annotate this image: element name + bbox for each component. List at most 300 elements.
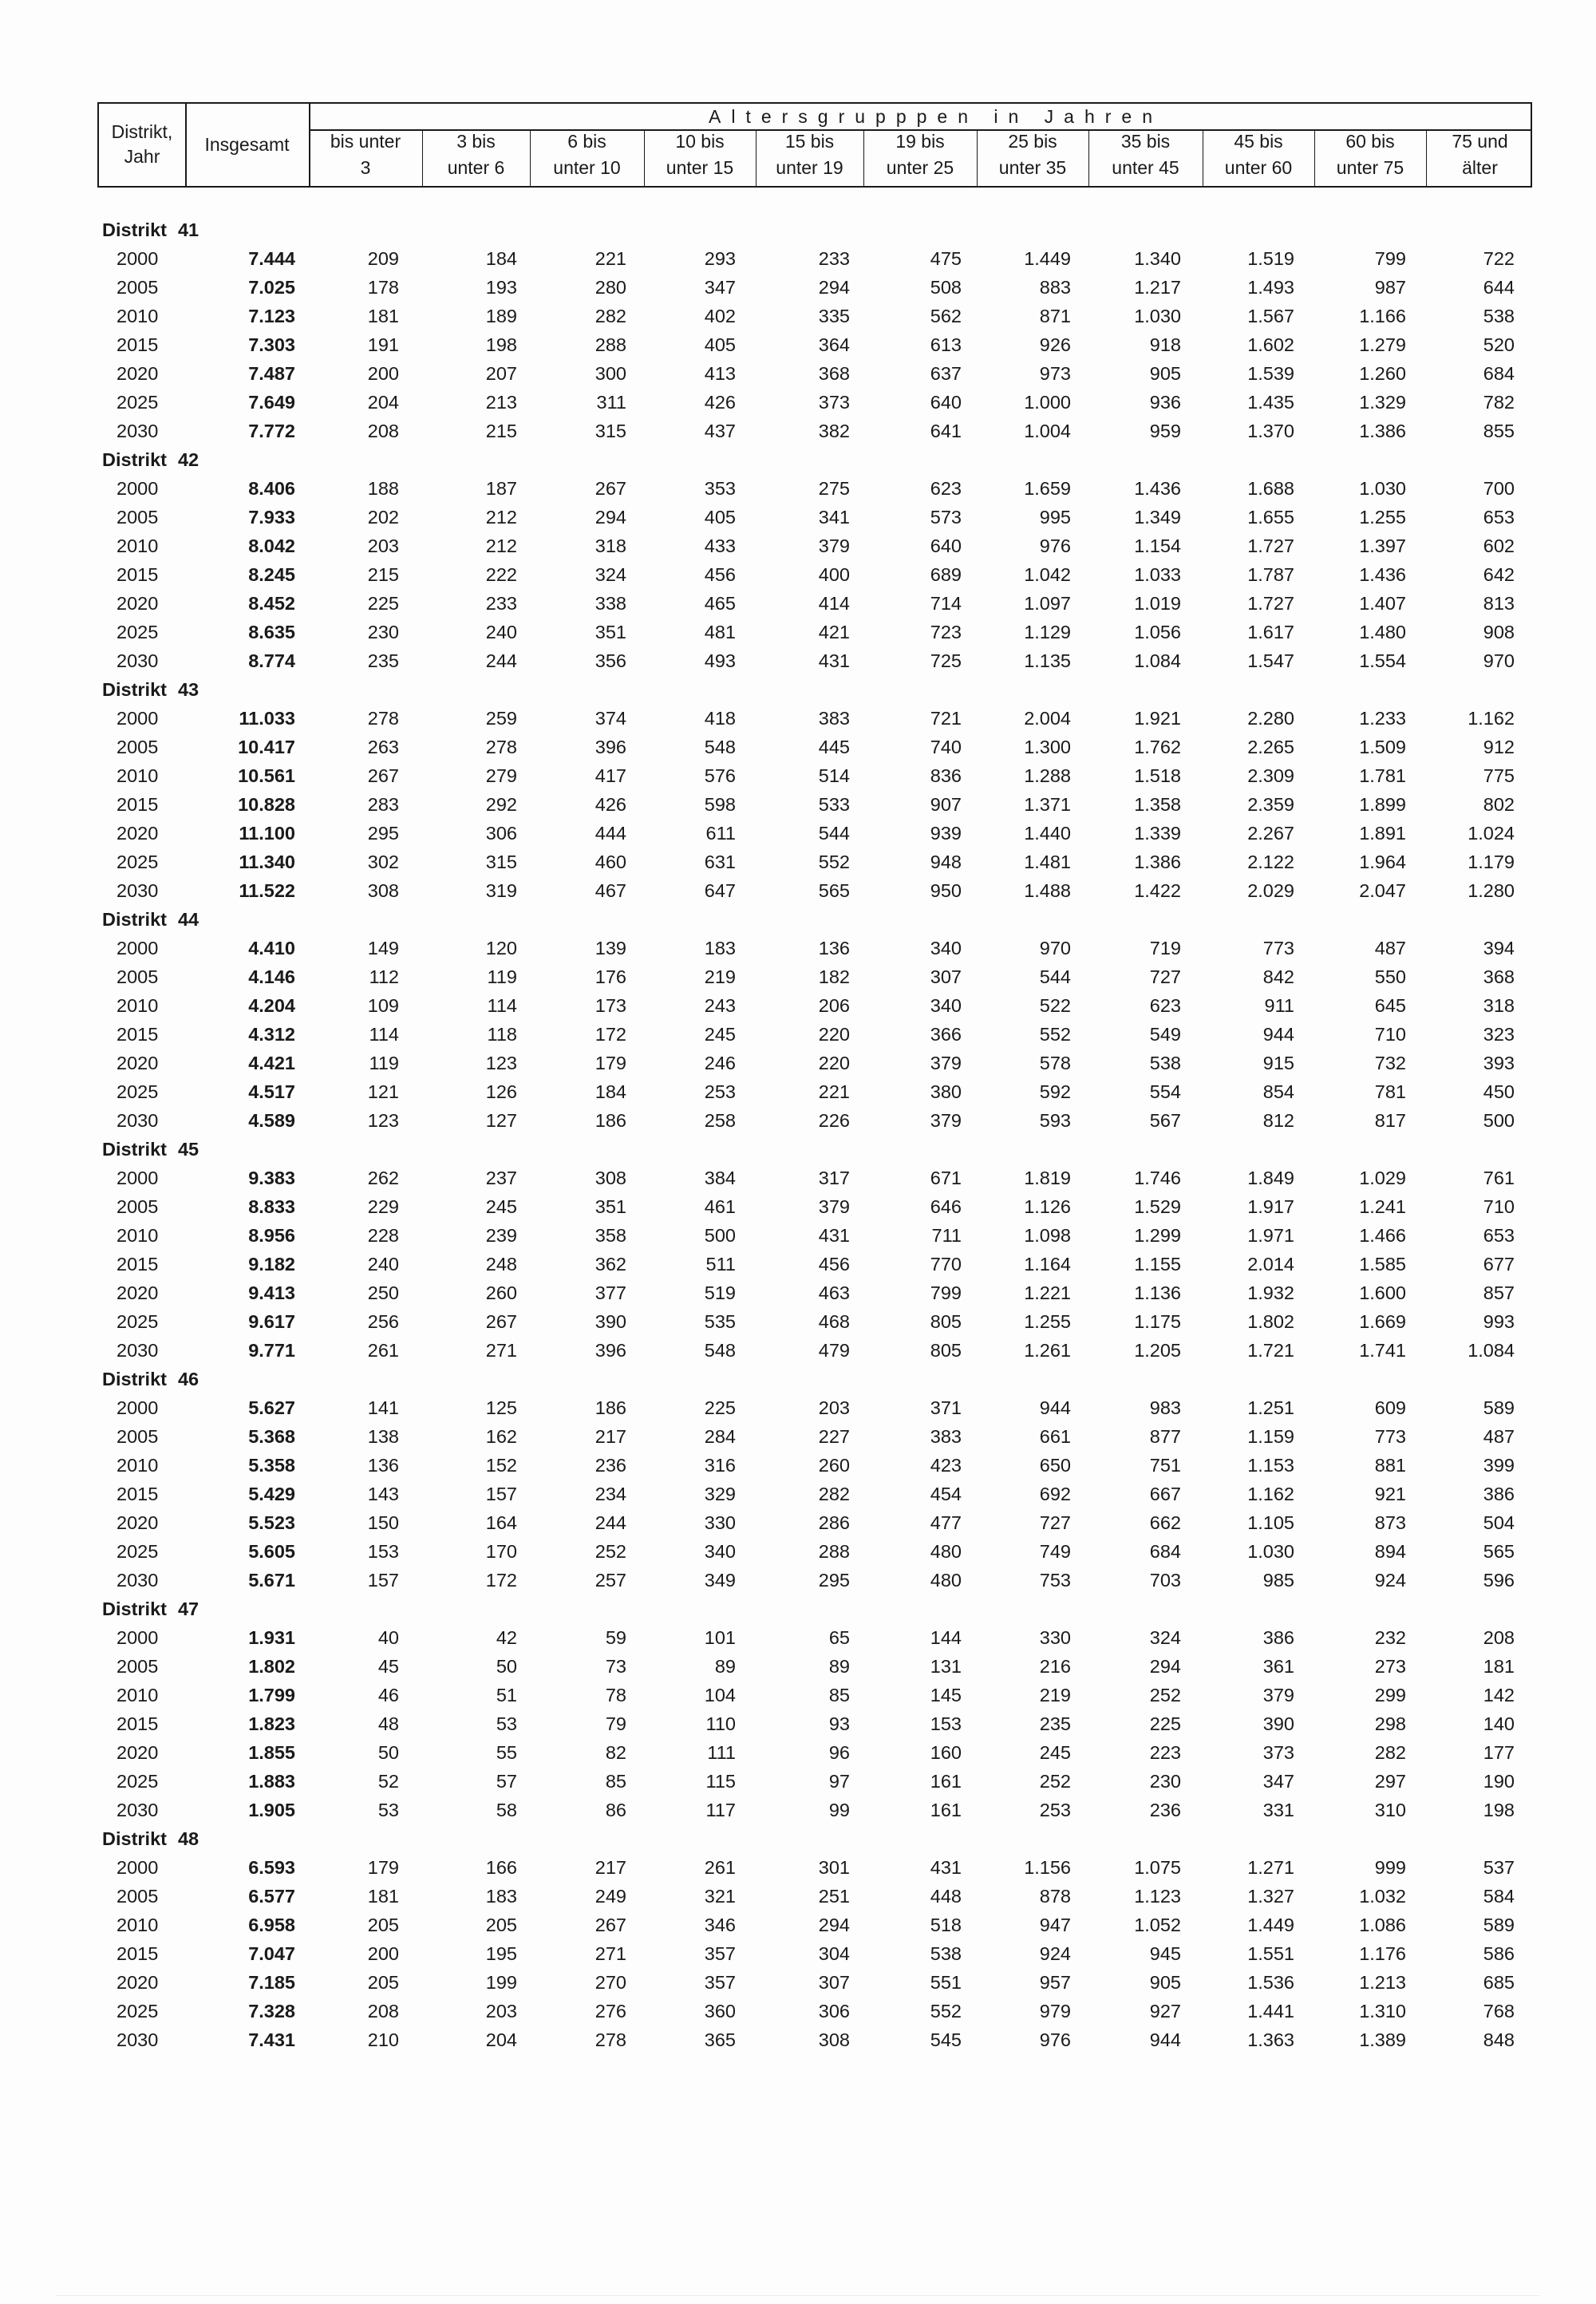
age-group-value-cell: 338 xyxy=(595,593,626,614)
year-cell: 2030 xyxy=(117,1800,159,1820)
age-group-value-cell: 732 xyxy=(1374,1053,1406,1073)
total-cell: 8.406 xyxy=(248,478,295,499)
age-group-value-cell: 89 xyxy=(714,1656,736,1677)
year-cell: 2025 xyxy=(117,2001,159,2021)
age-group-value-cell: 288 xyxy=(595,334,626,355)
age-group-value-cell: 565 xyxy=(1483,1541,1515,1562)
age-group-value-cell: 184 xyxy=(485,248,517,269)
age-group-value-cell: 950 xyxy=(930,880,962,901)
age-group-value-cell: 721 xyxy=(930,708,962,729)
age-group-value-cell: 380 xyxy=(930,1081,962,1102)
table-row xyxy=(0,1106,1596,1135)
age-group-value-cell: 1.917 xyxy=(1247,1196,1294,1217)
total-cell: 7.025 xyxy=(248,277,295,298)
age-group-value-cell: 703 xyxy=(1149,1570,1181,1591)
age-group-value-cell: 225 xyxy=(367,593,399,614)
age-group-value-cell: 948 xyxy=(930,852,962,872)
age-group-value-cell: 371 xyxy=(930,1397,962,1418)
age-group-value-cell: 1.097 xyxy=(1024,593,1071,614)
year-cell: 2015 xyxy=(117,1484,159,1504)
district-prefix: Distrikt xyxy=(102,1599,167,1619)
age-group-value-cell: 842 xyxy=(1262,966,1294,987)
age-group-value-cell: 684 xyxy=(1483,363,1515,384)
age-group-value-cell: 207 xyxy=(485,363,517,384)
age-group-value-cell: 641 xyxy=(930,421,962,441)
age-group-value-cell: 203 xyxy=(367,535,399,556)
total-cell: 10.561 xyxy=(238,765,295,786)
age-group-value-cell: 493 xyxy=(704,650,736,671)
age-group-value-cell: 722 xyxy=(1483,248,1515,269)
age-group-value-cell: 2.014 xyxy=(1247,1254,1294,1275)
total-cell: 4.204 xyxy=(248,995,295,1016)
age-group-value-cell: 1.518 xyxy=(1134,765,1181,786)
district-number: 45 xyxy=(177,1139,200,1160)
age-group-value-cell: 233 xyxy=(485,593,517,614)
age-group-value-cell: 225 xyxy=(704,1397,736,1418)
year-cell: 2015 xyxy=(117,794,159,815)
age-group-value-cell: 1.271 xyxy=(1247,1857,1294,1878)
age-group-value-cell: 298 xyxy=(1374,1713,1406,1734)
table-row xyxy=(0,1882,1596,1911)
age-group-value-cell: 351 xyxy=(595,622,626,642)
age-group-value-cell: 644 xyxy=(1483,277,1515,298)
age-group-value-cell: 1.175 xyxy=(1134,1311,1181,1332)
year-cell: 2025 xyxy=(117,1311,159,1332)
table-row xyxy=(0,618,1596,646)
age-group-value-cell: 1.488 xyxy=(1024,880,1071,901)
district-label xyxy=(102,445,199,474)
age-group-value-cell: 301 xyxy=(818,1857,850,1878)
age-group-value-cell: 1.551 xyxy=(1247,1943,1294,1964)
table-row xyxy=(0,934,1596,962)
district-prefix: Distrikt xyxy=(102,219,167,240)
age-group-value-cell: 221 xyxy=(818,1081,850,1102)
age-group-value-cell: 609 xyxy=(1374,1397,1406,1418)
year-cell: 2015 xyxy=(117,1024,159,1045)
table-row xyxy=(0,532,1596,560)
table-row xyxy=(0,991,1596,1020)
age-group-value-cell: 319 xyxy=(485,880,517,901)
district-header-row xyxy=(0,1595,1596,1623)
age-group-value-cell: 208 xyxy=(1483,1627,1515,1648)
age-group-value-cell: 212 xyxy=(485,507,517,528)
table-row xyxy=(0,1221,1596,1250)
year-cell: 2025 xyxy=(117,1541,159,1562)
age-group-value-cell: 179 xyxy=(595,1053,626,1073)
age-group-value-cell: 751 xyxy=(1149,1455,1181,1476)
total-cell: 4.589 xyxy=(248,1110,295,1131)
year-cell: 2025 xyxy=(117,852,159,872)
age-group-value-cell: 710 xyxy=(1374,1024,1406,1045)
age-group-value-cell: 985 xyxy=(1262,1570,1294,1591)
age-group-value-cell: 346 xyxy=(704,1915,736,1935)
header-age-group-label: 60 bis xyxy=(1345,131,1395,152)
age-group-value-cell: 684 xyxy=(1149,1541,1181,1562)
district-label xyxy=(102,1824,199,1853)
age-group-value-cell: 282 xyxy=(595,306,626,326)
header-age-group-label: 75 und xyxy=(1452,131,1508,152)
age-group-value-cell: 93 xyxy=(828,1713,850,1734)
age-group-value-cell: 48 xyxy=(377,1713,399,1734)
total-cell: 11.100 xyxy=(239,823,295,844)
age-group-value-cell: 1.746 xyxy=(1134,1168,1181,1188)
age-group-value-cell: 101 xyxy=(704,1627,736,1648)
year-cell: 2005 xyxy=(117,1426,159,1447)
age-group-value-cell: 1.585 xyxy=(1359,1254,1406,1275)
age-group-value-cell: 323 xyxy=(1483,1024,1515,1045)
age-group-value-cell: 1.370 xyxy=(1247,421,1294,441)
age-group-value-cell: 1.554 xyxy=(1359,650,1406,671)
age-group-value-cell: 642 xyxy=(1483,564,1515,585)
age-group-value-cell: 719 xyxy=(1149,938,1181,958)
age-group-value-cell: 240 xyxy=(367,1254,399,1275)
district-number: 46 xyxy=(177,1369,200,1389)
table-row xyxy=(0,1709,1596,1738)
age-group-value-cell: 283 xyxy=(367,794,399,815)
age-group-value-cell: 161 xyxy=(930,1771,962,1792)
age-group-value-cell: 405 xyxy=(704,507,736,528)
age-group-value-cell: 1.004 xyxy=(1024,421,1071,441)
age-group-value-cell: 640 xyxy=(930,535,962,556)
age-group-value-cell: 85 xyxy=(605,1771,626,1792)
age-group-value-cell: 294 xyxy=(595,507,626,528)
age-group-value-cell: 258 xyxy=(704,1110,736,1131)
age-group-value-cell: 979 xyxy=(1039,2001,1071,2021)
age-group-value-cell: 1.033 xyxy=(1134,564,1181,585)
age-group-value-cell: 230 xyxy=(367,622,399,642)
age-group-value-cell: 157 xyxy=(485,1484,517,1504)
age-group-value-cell: 53 xyxy=(496,1713,517,1734)
age-group-value-cell: 1.086 xyxy=(1359,1915,1406,1935)
total-cell: 7.047 xyxy=(248,1943,295,1964)
district-prefix: Distrikt xyxy=(102,1828,167,1849)
year-cell: 2000 xyxy=(117,1397,159,1418)
age-group-value-cell: 1.397 xyxy=(1359,535,1406,556)
age-group-value-cell: 267 xyxy=(595,478,626,499)
total-cell: 1.931 xyxy=(248,1627,295,1648)
age-group-value-cell: 1.030 xyxy=(1359,478,1406,499)
age-group-value-cell: 1.509 xyxy=(1359,737,1406,757)
age-group-value-cell: 535 xyxy=(704,1311,736,1332)
age-group-value-cell: 573 xyxy=(930,507,962,528)
age-group-value-cell: 402 xyxy=(704,306,736,326)
age-group-value-cell: 1.802 xyxy=(1247,1311,1294,1332)
header-age-group-label: bis unter xyxy=(330,131,401,152)
header-age-group-label: älter xyxy=(1462,157,1498,178)
total-cell: 7.185 xyxy=(248,1972,295,1993)
age-group-value-cell: 160 xyxy=(930,1742,962,1763)
age-group-value-cell: 383 xyxy=(818,708,850,729)
age-group-value-cell: 1.166 xyxy=(1359,306,1406,326)
age-group-value-cell: 1.029 xyxy=(1359,1168,1406,1188)
age-group-value-cell: 548 xyxy=(704,737,736,757)
age-group-value-cell: 284 xyxy=(704,1426,736,1447)
age-group-value-cell: 1.176 xyxy=(1359,1943,1406,1964)
age-group-value-cell: 999 xyxy=(1374,1857,1406,1878)
age-group-value-cell: 248 xyxy=(485,1254,517,1275)
age-group-value-cell: 2.265 xyxy=(1247,737,1294,757)
header-age-group-label: 15 bis xyxy=(784,131,835,152)
age-group-value-cell: 267 xyxy=(595,1915,626,1935)
age-group-value-cell: 552 xyxy=(1039,1024,1071,1045)
total-cell: 5.523 xyxy=(248,1512,295,1533)
table-row xyxy=(0,733,1596,761)
age-group-value-cell: 519 xyxy=(704,1282,736,1303)
age-group-value-cell: 252 xyxy=(1039,1771,1071,1792)
age-group-value-cell: 189 xyxy=(485,306,517,326)
age-group-value-cell: 1.340 xyxy=(1134,248,1181,269)
table-row xyxy=(0,1939,1596,1968)
total-cell: 5.368 xyxy=(248,1426,295,1447)
age-group-value-cell: 667 xyxy=(1149,1484,1181,1504)
age-group-value-cell: 970 xyxy=(1039,938,1071,958)
age-group-value-cell: 538 xyxy=(1483,306,1515,326)
age-group-value-cell: 477 xyxy=(930,1512,962,1533)
table-row xyxy=(0,1307,1596,1336)
age-group-value-cell: 176 xyxy=(595,966,626,987)
age-group-value-cell: 504 xyxy=(1483,1512,1515,1533)
age-group-value-cell: 480 xyxy=(930,1570,962,1591)
age-group-value-cell: 1.727 xyxy=(1247,535,1294,556)
table-row xyxy=(0,1796,1596,1824)
header-age-group-label: 3 xyxy=(360,157,371,178)
year-cell: 2020 xyxy=(117,823,159,844)
age-group-value-cell: 905 xyxy=(1149,1972,1181,1993)
age-group-value-cell: 324 xyxy=(595,564,626,585)
total-cell: 11.340 xyxy=(239,852,295,872)
age-group-value-cell: 1.123 xyxy=(1134,1886,1181,1907)
age-group-value-cell: 187 xyxy=(485,478,517,499)
age-group-value-cell: 217 xyxy=(595,1426,626,1447)
total-cell: 1.799 xyxy=(248,1685,295,1705)
age-group-value-cell: 46 xyxy=(377,1685,399,1705)
age-group-value-cell: 770 xyxy=(930,1254,962,1275)
year-cell: 2030 xyxy=(117,2029,159,2050)
age-group-value-cell: 280 xyxy=(595,277,626,298)
district-header-row xyxy=(0,215,1596,244)
age-group-value-cell: 881 xyxy=(1374,1455,1406,1476)
age-group-value-cell: 235 xyxy=(1039,1713,1071,1734)
age-group-value-cell: 383 xyxy=(930,1426,962,1447)
age-group-value-cell: 567 xyxy=(1149,1110,1181,1131)
age-group-value-cell: 295 xyxy=(367,823,399,844)
total-cell: 10.828 xyxy=(238,794,295,815)
age-group-value-cell: 723 xyxy=(930,622,962,642)
age-group-value-cell: 924 xyxy=(1374,1570,1406,1591)
age-group-value-cell: 1.389 xyxy=(1359,2029,1406,2050)
age-group-value-cell: 399 xyxy=(1483,1455,1515,1476)
district-label xyxy=(102,905,199,934)
year-cell: 2005 xyxy=(117,277,159,298)
age-group-value-cell: 252 xyxy=(595,1541,626,1562)
age-group-value-cell: 262 xyxy=(367,1168,399,1188)
table-row xyxy=(0,962,1596,991)
age-group-value-cell: 1.155 xyxy=(1134,1254,1181,1275)
age-group-value-cell: 85 xyxy=(828,1685,850,1705)
age-group-value-cell: 182 xyxy=(818,966,850,987)
age-group-value-cell: 302 xyxy=(367,852,399,872)
age-group-value-cell: 576 xyxy=(704,765,736,786)
age-group-value-cell: 205 xyxy=(367,1972,399,1993)
age-group-value-cell: 1.422 xyxy=(1134,880,1181,901)
age-group-value-cell: 125 xyxy=(485,1397,517,1418)
total-cell: 10.417 xyxy=(238,737,295,757)
total-cell: 7.123 xyxy=(248,306,295,326)
age-group-value-cell: 278 xyxy=(367,708,399,729)
age-group-value-cell: 475 xyxy=(930,248,962,269)
age-group-value-cell: 781 xyxy=(1374,1081,1406,1102)
age-group-value-cell: 812 xyxy=(1262,1110,1294,1131)
age-group-value-cell: 45 xyxy=(377,1656,399,1677)
age-group-value-cell: 448 xyxy=(930,1886,962,1907)
age-group-value-cell: 390 xyxy=(1262,1713,1294,1734)
total-cell: 7.431 xyxy=(248,2029,295,2050)
age-group-value-cell: 549 xyxy=(1149,1024,1181,1045)
age-group-value-cell: 918 xyxy=(1149,334,1181,355)
age-group-value-cell: 637 xyxy=(930,363,962,384)
age-group-value-cell: 297 xyxy=(1374,1771,1406,1792)
year-cell: 2005 xyxy=(117,1196,159,1217)
age-group-value-cell: 945 xyxy=(1149,1943,1181,1964)
total-cell: 1.823 xyxy=(248,1713,295,1734)
age-group-value-cell: 65 xyxy=(828,1627,850,1648)
age-group-value-cell: 330 xyxy=(1039,1627,1071,1648)
age-group-value-cell: 548 xyxy=(704,1340,736,1361)
age-group-value-cell: 190 xyxy=(1483,1771,1515,1792)
age-group-value-cell: 418 xyxy=(704,708,736,729)
year-cell: 2030 xyxy=(117,650,159,671)
age-group-value-cell: 212 xyxy=(485,535,517,556)
district-label xyxy=(102,1135,199,1164)
year-cell: 2000 xyxy=(117,1627,159,1648)
age-group-value-cell: 908 xyxy=(1483,622,1515,642)
age-group-value-cell: 191 xyxy=(367,334,399,355)
table-row xyxy=(0,876,1596,905)
age-group-value-cell: 993 xyxy=(1483,1311,1515,1332)
age-group-value-cell: 912 xyxy=(1483,737,1515,757)
age-group-value-cell: 295 xyxy=(818,1570,850,1591)
age-group-value-cell: 592 xyxy=(1039,1081,1071,1102)
age-group-value-cell: 315 xyxy=(485,852,517,872)
age-group-value-cell: 215 xyxy=(485,421,517,441)
district-number: 47 xyxy=(177,1599,200,1619)
year-cell: 2000 xyxy=(117,708,159,729)
age-group-value-cell: 456 xyxy=(818,1254,850,1275)
age-group-value-cell: 341 xyxy=(818,507,850,528)
district-prefix: Distrikt xyxy=(102,1139,167,1160)
age-group-value-cell: 593 xyxy=(1039,1110,1071,1131)
age-group-value-cell: 244 xyxy=(485,650,517,671)
age-group-value-cell: 213 xyxy=(485,392,517,413)
year-cell: 2030 xyxy=(117,1340,159,1361)
age-group-value-cell: 256 xyxy=(367,1311,399,1332)
age-group-value-cell: 120 xyxy=(485,938,517,958)
age-group-value-cell: 179 xyxy=(367,1857,399,1878)
age-group-value-cell: 340 xyxy=(930,995,962,1016)
age-group-value-cell: 311 xyxy=(596,392,626,413)
table-row xyxy=(0,1192,1596,1221)
total-cell: 7.444 xyxy=(248,248,295,269)
total-cell: 11.522 xyxy=(239,880,295,901)
age-group-value-cell: 805 xyxy=(930,1311,962,1332)
age-group-value-cell: 1.567 xyxy=(1247,306,1294,326)
age-group-value-cell: 1.300 xyxy=(1024,737,1071,757)
year-cell: 2010 xyxy=(117,1685,159,1705)
age-group-value-cell: 379 xyxy=(818,535,850,556)
age-group-value-cell: 802 xyxy=(1483,794,1515,815)
age-group-value-cell: 1.233 xyxy=(1359,708,1406,729)
age-group-value-cell: 1.162 xyxy=(1247,1484,1294,1504)
age-group-value-cell: 907 xyxy=(930,794,962,815)
age-group-title: Altersgrupppen in Jahren xyxy=(709,106,1163,127)
age-group-value-cell: 1.659 xyxy=(1024,478,1071,499)
age-group-value-cell: 144 xyxy=(930,1627,962,1648)
age-group-value-cell: 1.363 xyxy=(1247,2029,1294,2050)
age-group-value-cell: 97 xyxy=(828,1771,850,1792)
age-group-value-cell: 141 xyxy=(367,1397,399,1418)
age-group-value-cell: 1.481 xyxy=(1024,852,1071,872)
total-cell: 8.956 xyxy=(248,1225,295,1246)
age-group-value-cell: 926 xyxy=(1039,334,1071,355)
age-group-value-cell: 349 xyxy=(704,1570,736,1591)
table-row xyxy=(0,330,1596,359)
age-group-value-cell: 271 xyxy=(595,1943,626,1964)
age-group-value-cell: 987 xyxy=(1374,277,1406,298)
age-group-value-cell: 450 xyxy=(1483,1081,1515,1102)
age-group-value-cell: 300 xyxy=(595,363,626,384)
age-group-value-cell: 423 xyxy=(930,1455,962,1476)
age-group-value-cell: 306 xyxy=(818,2001,850,2021)
age-group-value-cell: 520 xyxy=(1483,334,1515,355)
age-group-value-cell: 118 xyxy=(487,1024,517,1045)
age-group-value-cell: 208 xyxy=(367,421,399,441)
district-number: 42 xyxy=(177,449,200,470)
age-group-value-cell: 1.213 xyxy=(1359,1972,1406,1993)
age-group-value-cell: 653 xyxy=(1483,1225,1515,1246)
age-group-value-cell: 1.261 xyxy=(1024,1340,1071,1361)
header-age-group-label: 6 bis xyxy=(567,131,606,152)
total-cell: 4.146 xyxy=(248,966,295,987)
age-group-value-cell: 358 xyxy=(595,1225,626,1246)
age-group-value-cell: 538 xyxy=(1149,1053,1181,1073)
year-cell: 2020 xyxy=(117,1972,159,1993)
age-group-value-cell: 57 xyxy=(496,1771,517,1792)
age-group-value-cell: 817 xyxy=(1374,1110,1406,1131)
age-group-value-cell: 308 xyxy=(367,880,399,901)
age-group-value-cell: 1.126 xyxy=(1024,1196,1071,1217)
total-cell: 7.487 xyxy=(248,363,295,384)
age-group-value-cell: 873 xyxy=(1374,1512,1406,1533)
age-group-value-cell: 995 xyxy=(1039,507,1071,528)
age-group-value-cell: 261 xyxy=(704,1857,736,1878)
age-group-value-cell: 206 xyxy=(818,995,850,1016)
table-row xyxy=(0,359,1596,388)
district-number: 41 xyxy=(177,219,200,240)
age-group-value-cell: 689 xyxy=(930,564,962,585)
table-row xyxy=(0,273,1596,302)
age-group-value-cell: 753 xyxy=(1039,1570,1071,1591)
age-group-value-cell: 970 xyxy=(1483,650,1515,671)
age-group-value-cell: 89 xyxy=(828,1656,850,1677)
age-group-value-cell: 1.310 xyxy=(1359,2001,1406,2021)
table-row xyxy=(0,1480,1596,1508)
age-group-value-cell: 461 xyxy=(704,1196,736,1217)
header-age-group-label: unter 75 xyxy=(1336,157,1404,178)
age-group-value-cell: 131 xyxy=(930,1656,962,1677)
age-group-value-cell: 198 xyxy=(485,334,517,355)
age-group-value-cell: 1.762 xyxy=(1134,737,1181,757)
age-group-value-cell: 1.056 xyxy=(1134,622,1181,642)
